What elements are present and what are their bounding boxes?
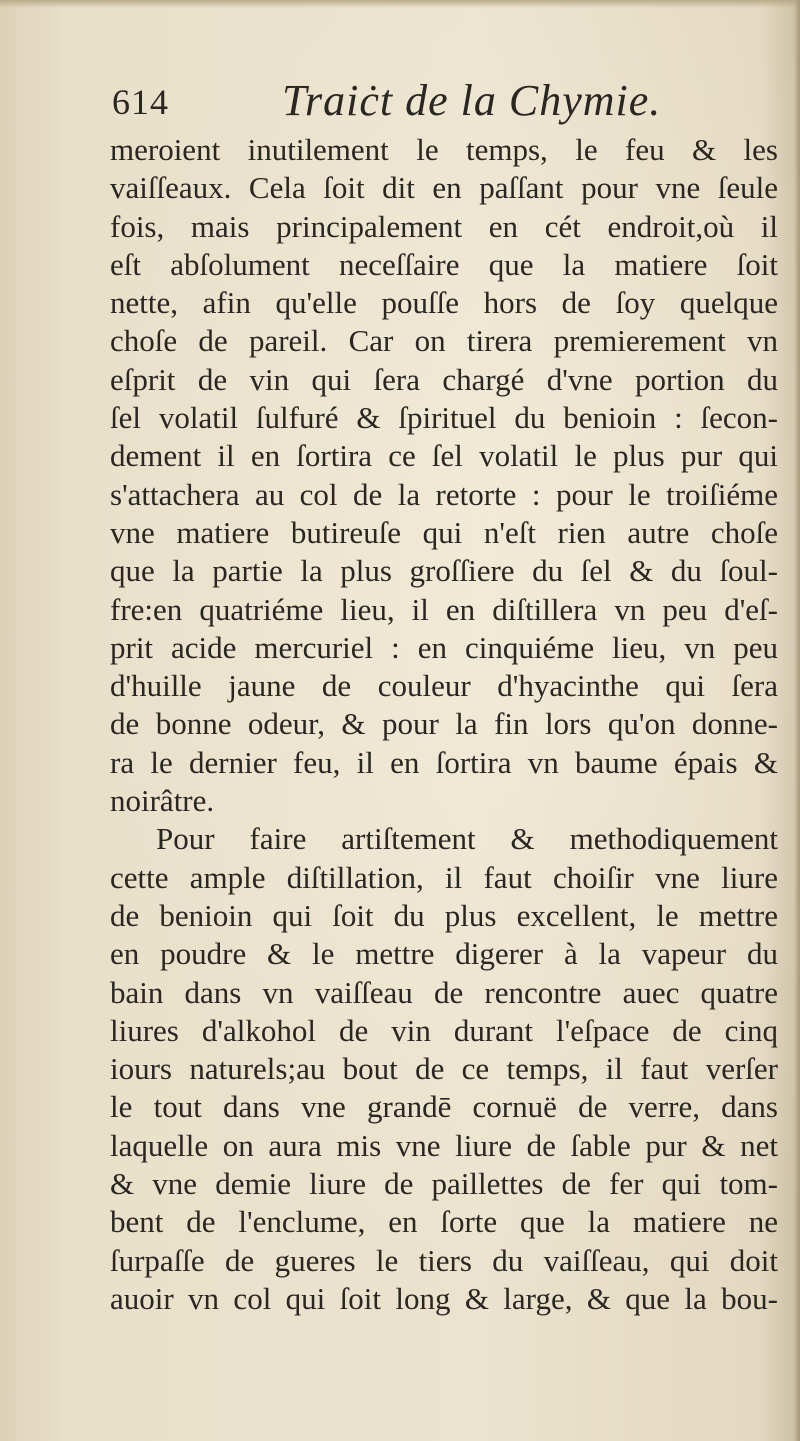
text-line: meroient inutilement le temps, le feu & les [110, 132, 778, 167]
text-line: eſprit de vin qui ſera chargé d'vne portion du [110, 361, 778, 397]
page-number: 614 [112, 82, 169, 122]
text-line: dement il en ſortira ce ſel volatil le plus pur qui [110, 438, 778, 474]
paragraph-start-line: Pour faire artiſtement & methodiquement [156, 821, 778, 857]
text-line: d'huille jaune de couleur d'hyacinthe qui ſera [110, 668, 778, 704]
text-line: ſel volatil ſulfuré & ſpirituel du benioin : ſecon- [110, 400, 778, 436]
text-line: fois, mais principalement en cét endroit,où il [110, 208, 778, 244]
text-line: en poudre & le mettre digerer à la vapeur du [110, 936, 778, 972]
text-line: laquelle on aura mis vne liure de ſable pur & net [110, 1127, 778, 1163]
text-line: liures d'alkohol de vin durant l'eſpace de cinq [110, 1012, 778, 1048]
text-line: le tout dans vne grandē cornuë de verre, dans [110, 1089, 778, 1125]
text-line: eſt abſolument neceſſaire que la matiere ſoit [110, 246, 778, 282]
text-line: que la partie la plus groſſiere du ſel & du ſoul- [110, 553, 778, 589]
page-gutter-shadow [794, 0, 800, 1441]
text-line: s'attachera au col de la retorte : pour le troiſiéme [110, 476, 778, 512]
text-line: de benioin qui ſoit du plus excellent, le mettre [110, 897, 778, 933]
page-top-shadow [0, 0, 800, 8]
text-line: ra le dernier feu, il en ſortira vn baume épais & [110, 744, 778, 780]
text-line: de bonne odeur, & pour la fin lors qu'on donne- [110, 706, 778, 742]
text-line: prit acide mercuriel : en cinquiéme lieu, vn peu [110, 629, 778, 665]
paragraph-end-line: noirâtre. [110, 783, 215, 819]
text-line: bent de l'enclume, en ſorte que la matiere ne [110, 1204, 778, 1240]
text-line: bain dans vn vaiſſeau de rencontre auec quatre [110, 974, 778, 1010]
running-header [112, 78, 672, 128]
text-line: auoir vn col qui ſoit long & large, & que la bou- [110, 1280, 778, 1316]
text-line: nette, afin qu'elle pouſſe hors de ſoy quelque [110, 285, 778, 321]
running-title: Traiċt de la Chymie. [282, 76, 662, 125]
text-line: fre:en quatriéme lieu, il en diſtillera vn peu d'eſ- [110, 591, 778, 627]
text-line: iours naturels;au bout de ce temps, il faut verſer [110, 1051, 778, 1087]
text-line: ſurpaſſe de gueres le tiers du vaiſſeau, qui doit [110, 1242, 778, 1278]
text-line: vne matiere butireuſe qui n'eſt rien autre choſe [110, 514, 778, 550]
body-text [110, 131, 778, 1318]
text-line: vaiſſeaux. Cela ſoit dit en paſſant pour vne ſeule [110, 170, 778, 206]
text-line: cette ample diſtillation, il faut choiſir vne liure [110, 859, 778, 895]
text-line: & vne demie liure de paillettes de fer qui tom- [110, 1166, 778, 1202]
text-line: choſe de pareil. Car on tirera premierement vn [110, 323, 778, 359]
